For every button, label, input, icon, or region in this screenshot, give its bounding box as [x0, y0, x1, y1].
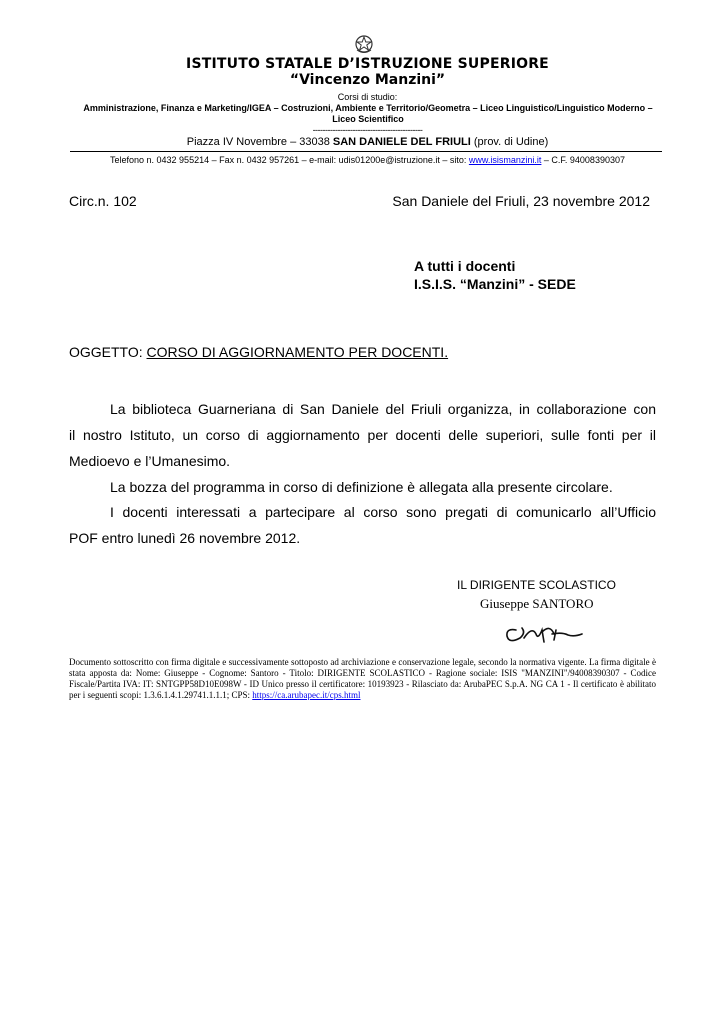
subject-line — [69, 344, 448, 360]
paragraph-3-line-2: POF entro lunedì 26 novembre 2012. — [69, 530, 301, 546]
footnote-text: Documento sottoscritto con firma digitale e successivamente sottoposto ad archiviazione e conservazione legale, secondo la normativa vigente. La firma digitale è stata apposta da: Nome: Giuseppe - Cognome: Santoro - Titolo: DIRIGENTE SCOLASTICO - Ragione sociale: ISIS "MANZINI"/94008390307 - Codice Fiscale/Partita IVA: IT: SNTGPP58D10E098W - ID Unico presso il certificatore: 10193923 - Rilasciato da: ArubaPEC S.p.A. NG CA 1 - Il certificato è abilitato per i seguenti scopi: 1.3.6.1.4.1.29741.1.1.1; CPS: — [69, 657, 656, 700]
paragraph-1-line-3: Medioevo e l’Umanesimo. — [69, 453, 231, 469]
recipient-line-1: A tutti i docenti — [414, 258, 516, 274]
contacts-fiscal-code: – C.F. 94008390307 — [541, 155, 625, 165]
paragraph-1-line-2: il nostro Istituto, un corso di aggiornamento per docenti delle superiori, sulle fonti per il — [69, 427, 656, 443]
address-city: SAN DANIELE DEL FRIULI — [332, 136, 471, 148]
body-paragraph-2: La bozza del programma in corso di definizione è allegata alla presente circolare. — [110, 479, 613, 495]
handwritten-signature-icon — [502, 616, 592, 648]
institute-contacts — [0, 155, 725, 165]
corsi-label: Corsi di studio: — [337, 92, 398, 102]
republic-emblem-icon — [354, 33, 374, 55]
circular-number: Circ.n. 102 — [69, 193, 137, 209]
body-paragraph-3 — [69, 504, 656, 520]
signer-title: IL DIRIGENTE SCOLASTICO — [457, 578, 616, 592]
contacts-phone-email: Telefono n. 0432 955214 – Fax n. 0432 957261 – e-mail: udis01200e@istruzione.it – sito: — [110, 155, 469, 165]
recipient-line-2: I.S.I.S. “Manzini” - SEDE — [414, 276, 576, 292]
courses-list: Amministrazione, Finanza e Marketing/IGEA – Costruzioni, Ambiente e Territorio/Geometra – Liceo Linguistico/Linguistico Moderno – Liceo Scientifico — [83, 103, 653, 124]
subject-label: OGGETTO: — [69, 344, 147, 360]
paragraph-3-line-1: I docenti interessati a partecipare al corso sono pregati di comunicarlo all’Ufficio — [110, 504, 656, 520]
letter-date: San Daniele del Friuli, 23 novembre 2012 — [392, 193, 650, 209]
address-province: (prov. di Udine) — [470, 136, 549, 148]
digital-signature-note — [69, 657, 656, 701]
header-divider — [70, 151, 662, 152]
institute-title: ISTITUTO STATALE D’ISTRUZIONE SUPERIORE — [186, 56, 549, 72]
subject-text: CORSO DI AGGIORNAMENTO PER DOCENTI. — [146, 344, 449, 360]
address-street: Piazza IV Novembre – 33038 — [186, 136, 333, 148]
signer-name: Giuseppe SANTORO — [480, 596, 594, 611]
cps-link[interactable]: https://ca.arubapec.it/cps.html — [252, 690, 361, 700]
header-dash-separator: -------------------------------------------- — [312, 125, 423, 135]
institute-name: “Vincenzo Manzini” — [289, 72, 446, 88]
website-link[interactable]: www.isismanzini.it — [468, 155, 542, 165]
institute-address — [0, 136, 725, 148]
body-paragraph-1 — [69, 401, 656, 417]
paragraph-1-line-2-wrap — [69, 427, 656, 443]
paragraph-1-line-1: La biblioteca Guarneriana di San Daniele del Friuli organizza, in collaborazione con — [110, 401, 656, 417]
